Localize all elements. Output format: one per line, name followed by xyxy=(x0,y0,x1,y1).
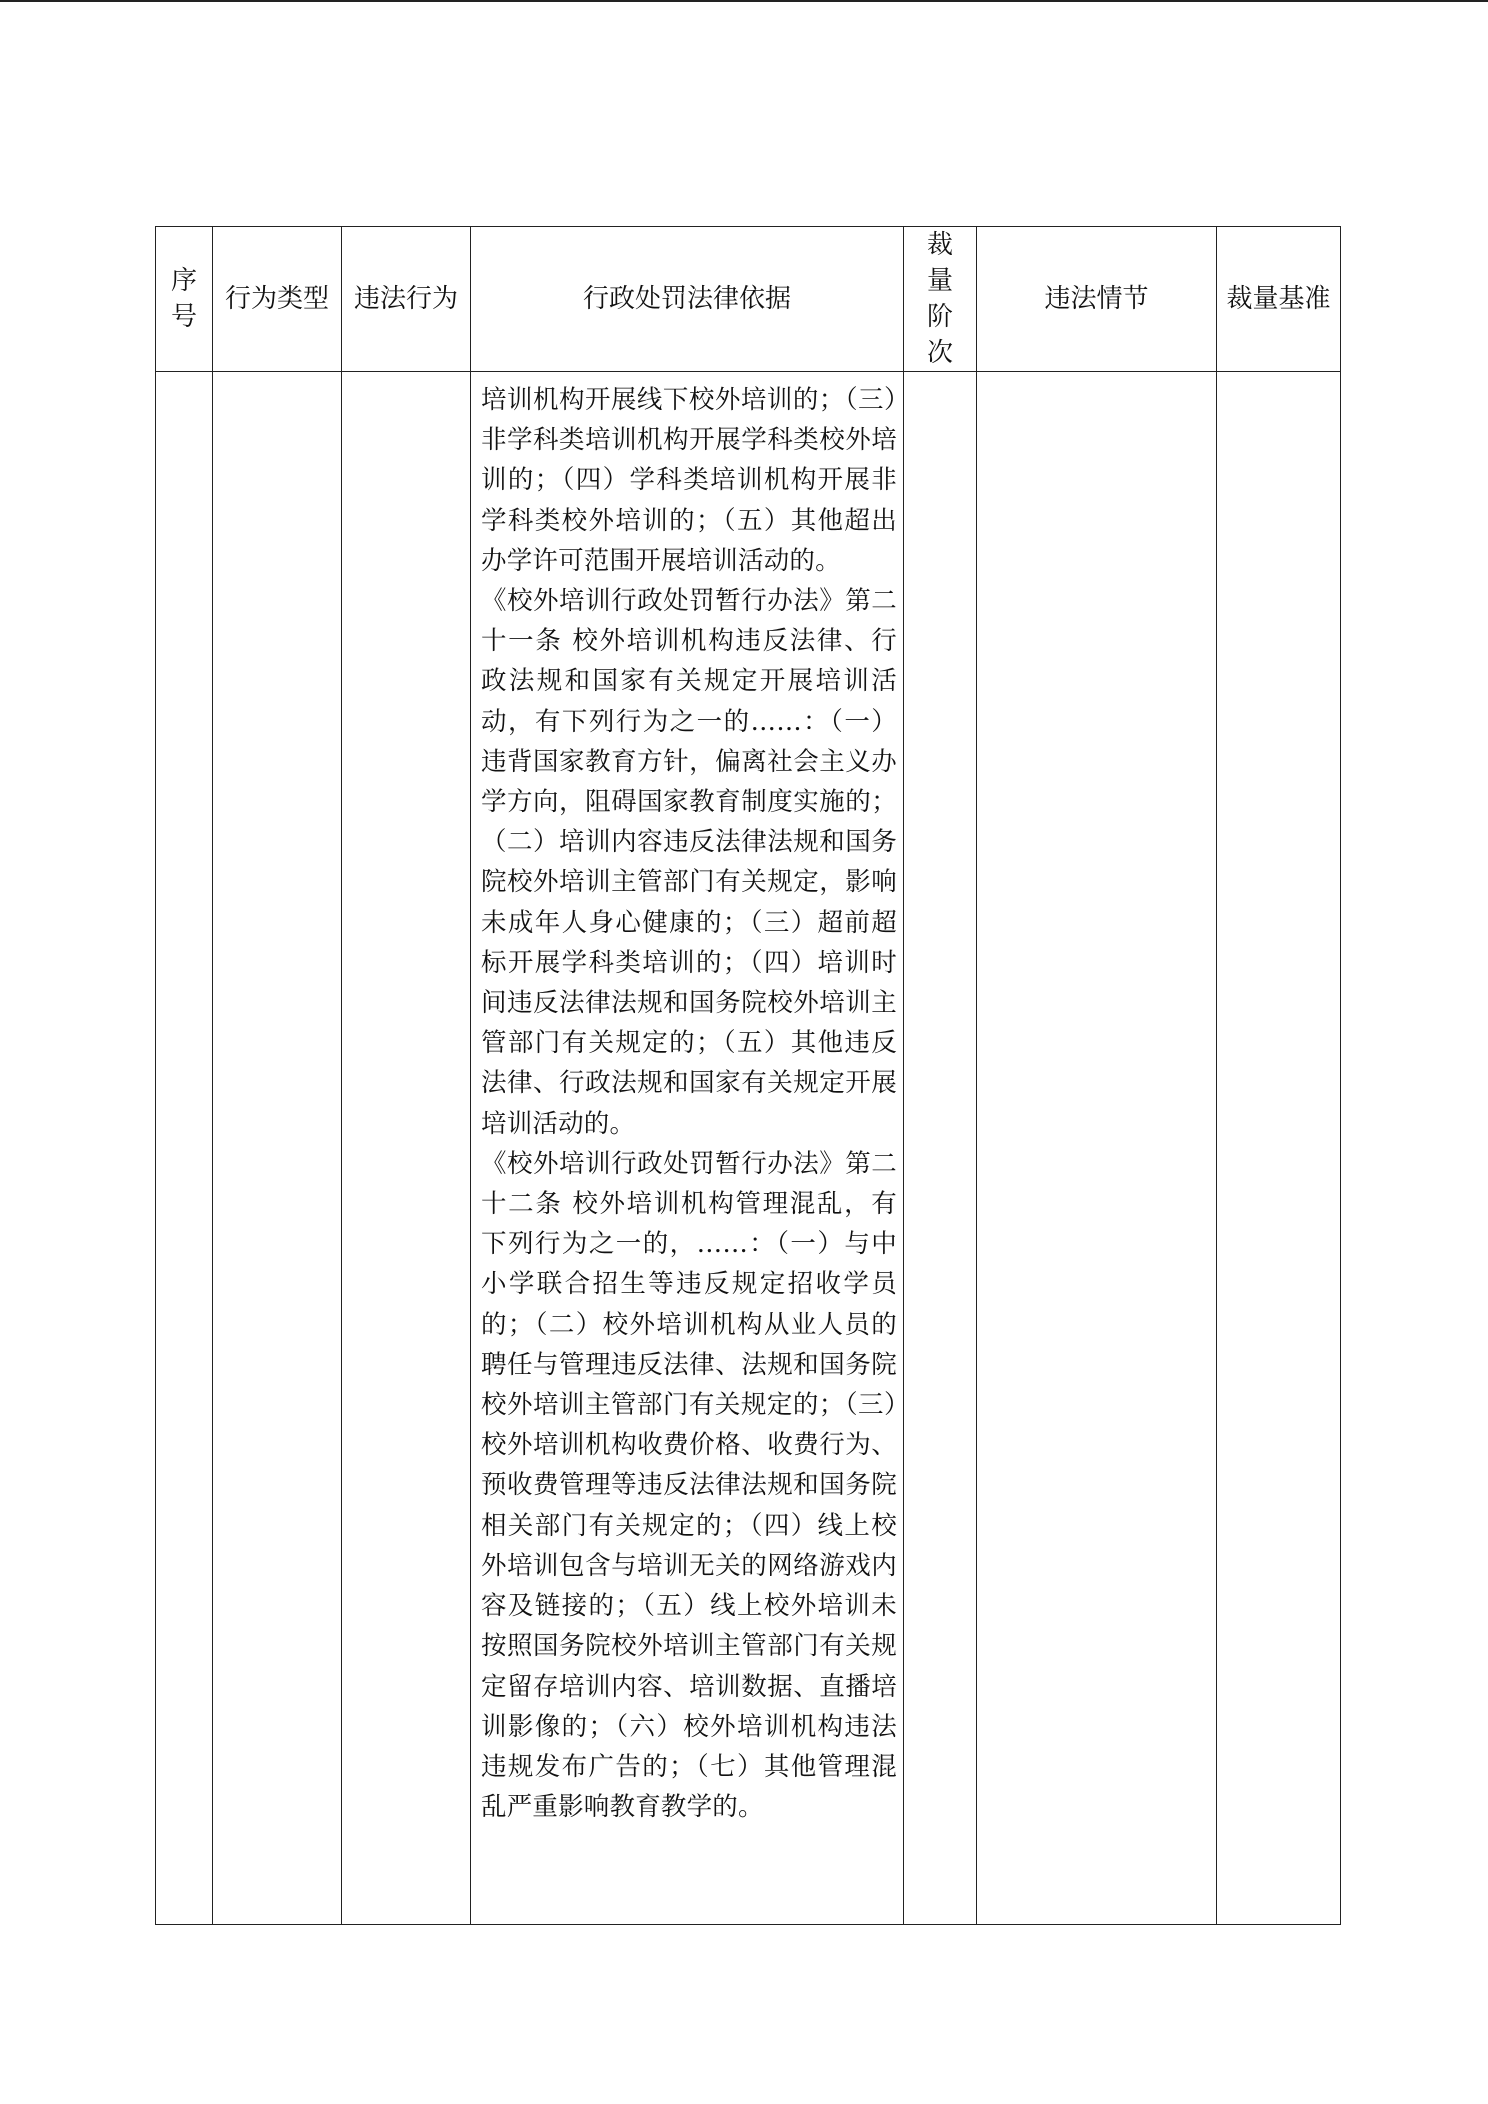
cell-legal-basis xyxy=(471,372,904,1925)
header-violation: 违法行为 xyxy=(342,227,471,372)
legal-basis-paragraph: 《校外培训行政处罚暂行办法》第二十二条 校外培训机构管理混乱，有下列行为之一的，……：（一）与中小学联合招生等违反规定招收学员的；（二）校外培训机构从业人员的聘任与管理违反法律、法规和国务院校外培训主管部门有关规定的；（三）校外培训机构收费价格、收费行为、预收费管理等违反法律法规和国务院相关部门有关规定的；（四）线上校外培训包含与培训无关的网络游戏内容及链接的；（五）线上校外培训未按照国务院校外培训主管部门有关规定留存培训内容、培训数据、直播培训影像的；（六）校外培训机构违法违规发布广告的；（七）其他管理混乱严重影响教育教学的。 xyxy=(481,1148,897,1823)
cell-circumstance xyxy=(977,372,1217,1925)
header-seq: 序号 xyxy=(156,227,213,372)
page-top-border xyxy=(0,0,1488,2)
header-legal-basis: 行政处罚法律依据 xyxy=(471,227,904,372)
penalty-discretion-table xyxy=(155,226,1341,1925)
legal-basis-paragraph: 《校外培训行政处罚暂行办法》第二十一条 校外培训机构违反法律、行政法规和国家有关规定开展培训活动，有下列行为之一的……：（一）违背国家教育方针，偏离社会主义办学方向，阻碍国家教育制度实施的；（二）培训内容违反法律法规和国务院校外培训主管部门有关规定，影响未成年人身心健康的；（三）超前超标开展学科类培训的；（四）培训时间违反法律法规和国务院校外培训主管部门有关规定的；（五）其他违反法律、行政法规和国家有关规定开展培训活动的。 xyxy=(481,586,897,1139)
table-row xyxy=(156,372,1341,1925)
legal-basis-paragraph: 培训机构开展线下校外培训的；（三）非学科类培训机构开展学科类校外培训的；（四）学科类培训机构开展非学科类校外培训的；（五）其他超出办学许可范围开展培训活动的。 xyxy=(481,385,897,576)
header-standard: 裁量基准 xyxy=(1217,227,1341,372)
header-row xyxy=(156,227,1341,372)
cell-seq xyxy=(156,372,213,1925)
header-circumstance: 违法情节 xyxy=(977,227,1217,372)
header-level: 裁量阶次 xyxy=(904,227,977,372)
cell-level xyxy=(904,372,977,1925)
cell-behavior-type xyxy=(213,372,342,1925)
cell-violation xyxy=(342,372,471,1925)
header-behavior-type: 行为类型 xyxy=(213,227,342,372)
cell-standard xyxy=(1217,372,1341,1925)
